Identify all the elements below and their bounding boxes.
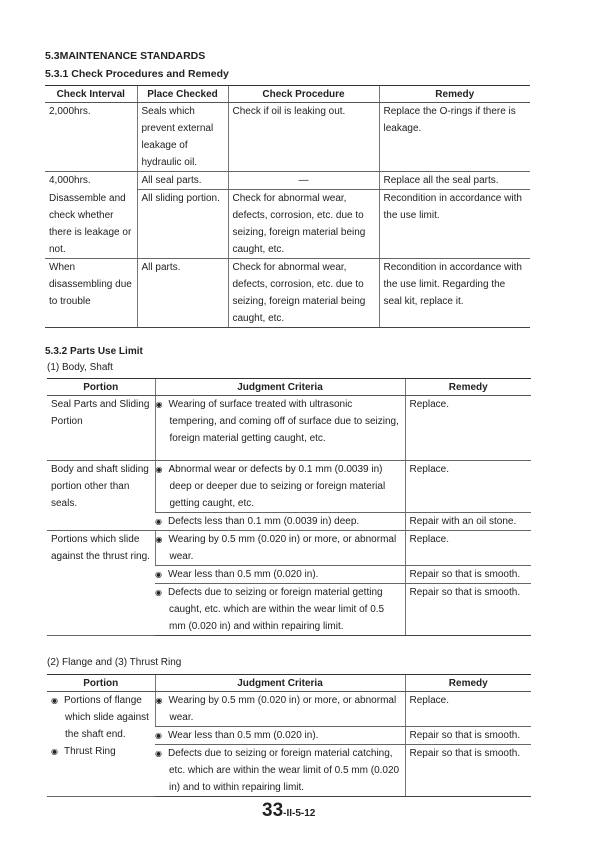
bullet-icon: ◉ [155, 588, 162, 597]
bullet-icon: ◉ [155, 696, 163, 705]
page-number-main: 33 [262, 800, 284, 821]
cell: Check if oil is leaking out. [228, 103, 379, 172]
cell: Repair with an oil stone. [405, 513, 531, 531]
bullet-icon: ◉ [155, 517, 162, 526]
cell: Replace. [405, 461, 531, 513]
bullet-icon: ◉ [155, 749, 162, 758]
cell: Replace the O-rings if there is leakage. [379, 103, 530, 172]
cell [155, 745, 405, 797]
header-remedy: Remedy [405, 379, 531, 396]
cell: Replace. [405, 396, 531, 461]
cell: Replace. [405, 531, 531, 566]
table-header [45, 86, 530, 103]
cell [155, 461, 405, 513]
bullet-icon: ◉ [51, 696, 58, 705]
page-number [262, 800, 315, 822]
cell: Repair so that is smooth. [405, 745, 531, 797]
table-row [47, 461, 531, 513]
cell [155, 396, 405, 461]
table-header [47, 675, 531, 692]
criteria-text: Wearing of surface treated with ultrasonic tempering, and coming off of surface due to seizing, foreign material getting caught, etc. [168, 399, 399, 444]
cell: Recondition in accordance with the use limit. [379, 190, 530, 259]
cell: Recondition in accordance with the use limit. Regarding the seal kit, replace it. [379, 259, 530, 328]
header-remedy: Remedy [405, 675, 531, 692]
table-row [47, 396, 531, 461]
cell: All seal parts. [137, 172, 228, 190]
cell: When disassembling due to trouble [45, 259, 137, 328]
limit-title: 5.3.2 Parts Use Limit [45, 346, 143, 357]
cell: 4,000hrs. [49, 175, 91, 186]
cell: 2,000hrs. [45, 103, 137, 172]
table-row [45, 190, 530, 259]
header-portion: Portion [47, 379, 155, 396]
bullet-icon: ◉ [155, 465, 163, 474]
cell: All sliding portion. [137, 190, 228, 259]
cell: Seal Parts and Sliding Portion [47, 396, 155, 461]
criteria-text: Wear less than 0.5 mm (0.020 in). [168, 730, 319, 741]
check-table [45, 85, 530, 328]
criteria-text: Abnormal wear or defects by 0.1 mm (0.0039 in) deep or deeper due to seizing or foreign material getting caught, etc. [168, 464, 386, 509]
cell: Repair so that is smooth. [405, 584, 531, 636]
header-check-interval: Check Interval [45, 86, 137, 103]
cell: — [228, 172, 379, 190]
bullet-icon: ◉ [155, 731, 162, 740]
table-row [47, 692, 531, 727]
criteria-text: Wearing by 0.5 mm (0.020 in) or more, or abnormal wear. [168, 534, 397, 562]
cell [155, 531, 405, 566]
criteria-text: Defects due to seizing or foreign material catching, etc. which are within the wear limit of 0.5 mm (0.020 in) and to within repairing limit. [168, 748, 400, 793]
header-portion: Portion [47, 675, 155, 692]
section-title: 5.3MAINTENANCE STANDARDS [45, 50, 206, 62]
flange-table [47, 674, 531, 797]
body-shaft-table [47, 378, 531, 636]
cell [155, 727, 405, 745]
bullet-icon: ◉ [51, 747, 58, 756]
criteria-text: Defects less than 0.1 mm (0.0039 in) deep. [168, 516, 360, 527]
header-remedy: Remedy [379, 86, 530, 103]
cell: Repair so that is smooth. [405, 727, 531, 745]
header-check-procedure: Check Procedure [228, 86, 379, 103]
flange-subtitle: (2) Flange and (3) Thrust Ring [47, 657, 182, 668]
criteria-text: Wear less than 0.5 mm (0.020 in). [168, 569, 319, 580]
header-judgment-criteria: Judgment Criteria [155, 379, 405, 396]
table-row [45, 103, 530, 172]
cell [155, 584, 405, 636]
bullet-icon: ◉ [155, 535, 163, 544]
cell: All parts. [137, 259, 228, 328]
portion-text: Thrust Ring [64, 746, 116, 757]
cell: Check for abnormal wear, defects, corrosion, etc. due to seizing, foreign material being caught, etc. [228, 259, 379, 328]
header-judgment-criteria: Judgment Criteria [155, 675, 405, 692]
cell: Disassemble and check whether there is leakage or not. [45, 190, 137, 259]
cell: Check for abnormal wear, defects, corrosion, etc. due to seizing, foreign material being caught, etc. [228, 190, 379, 259]
check-title: 5.3.1 Check Procedures and Remedy [45, 68, 229, 80]
criteria-text: Defects due to seizing or foreign material getting caught, etc. which are within the wear limit of 0.5 mm (0.020 in) and within repairing limit. [168, 587, 385, 632]
cell: Body and shaft sliding portion other than seals. [47, 461, 155, 531]
cell [155, 692, 405, 727]
bullet-icon: ◉ [155, 570, 162, 579]
table-row [45, 259, 530, 328]
cell: Repair so that is smooth. [405, 566, 531, 584]
cell [47, 692, 155, 797]
page-number-suffix: -II-5-12 [283, 808, 316, 819]
bullet-icon: ◉ [155, 400, 163, 409]
header-place-checked: Place Checked [137, 86, 228, 103]
portion-text: Portions of flange which slide against the shaft end. [64, 695, 149, 740]
body-shaft-subtitle: (1) Body, Shaft [47, 362, 113, 373]
table-header [47, 379, 531, 396]
cell: Seals which prevent external leakage of hydraulic oil. [137, 103, 228, 172]
cell [155, 566, 405, 584]
table-row [47, 531, 531, 566]
cell: Replace all the seal parts. [379, 172, 530, 190]
cell: Portions which slide against the thrust ring. [47, 531, 155, 636]
table-row [45, 172, 530, 190]
cell [155, 513, 405, 531]
criteria-text: Wearing by 0.5 mm (0.020 in) or more, or abnormal wear. [168, 695, 397, 723]
cell: Replace. [405, 692, 531, 727]
